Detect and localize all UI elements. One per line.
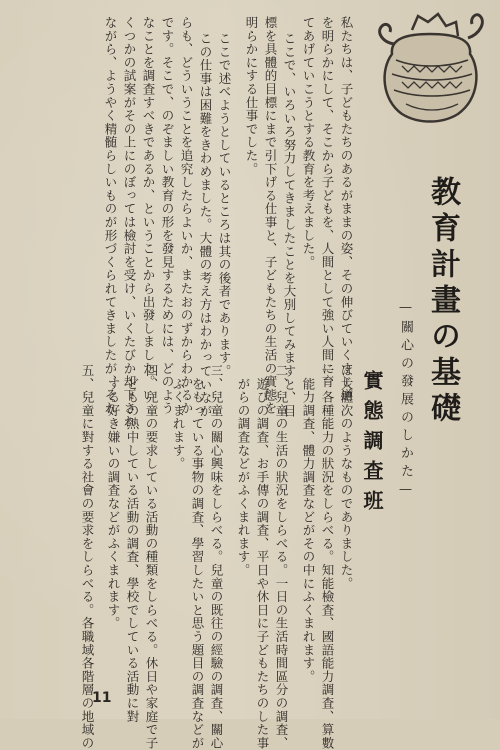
body-column: らも、どういうことを追究したらよいか、またおのずからわかるか: [179, 16, 194, 415]
body-column: です。そこで、のぞましい教育の形を發見するためには、どのよう: [160, 16, 175, 415]
body-column: ながら、ようやく精髄らしいものが形づくられてきましたが、それ: [103, 16, 118, 415]
article-title: 教育計畫の基礎: [425, 176, 460, 428]
body-column: この仕事は困難をきわめました。大體の考え方はわかっていなが: [198, 32, 213, 418]
list-item-continuation: 遊びの調査、お手傳の調査、平日や休日に子どもたちのした事: [255, 364, 270, 750]
list-item: 五、兒童に對する社會の要求をしらべる。各職域各階層の地域の: [80, 364, 95, 750]
body-column: くつかの試案がその上にのぼっては檢討を受け、いくたびか却下され: [122, 16, 137, 429]
list-item-continuation: がらの調査などがふくまれます。: [236, 364, 251, 577]
body-column: てあげていこうとする教育を考えました。: [301, 16, 316, 269]
list-item: 四、兒童の要求している活動の種類をしらべる。休日や家庭で子: [144, 364, 159, 750]
body-column: 標を具體的目標にまで引下げる仕事と、子どもたちの生活の實態を: [263, 16, 278, 415]
list-item-continuation: 能力調査、體力調査などがその中にふくまれます。: [301, 364, 316, 684]
body-column: なことを調査すべきであるか、ということから出發しました。い: [141, 16, 156, 402]
article-author: 實態調査班: [360, 370, 384, 520]
article-subtitle: —關心の發展のしかた—: [398, 300, 413, 502]
list-item-continuation: をもっている事物の調査、學習したいと思う題目の調査などが: [190, 364, 205, 750]
jar-illustration: [372, 8, 490, 130]
body-column: は大體次のようなものでありました。: [339, 364, 354, 591]
list-item: 三、兒童の關心興味をしらべる。兒童の既往の經驗の調査、關心: [209, 364, 224, 750]
page-number: 11: [92, 690, 112, 706]
list-item-continuation: ふくまれます。: [171, 364, 186, 471]
body-column: 明らかにする仕事でした。: [244, 16, 259, 176]
body-column: ここで、いろいろ努力してきましたことを大別してみますと、目: [282, 32, 297, 418]
list-item-continuation: どもの熱中している活動の調査、學校でしている活動に對: [125, 364, 140, 724]
body-column: ここで述べようとしているところは其の後者であります。: [217, 32, 232, 378]
list-item-continuation: する好き嫌いの調査などがふくまれます。: [106, 364, 121, 630]
body-column: 私たちは、子どもたちのあるがままの姿、その伸びていくすじ道: [339, 16, 354, 402]
body-column: を明らかにして、そこから子どもを、人間として強い人間に育: [320, 16, 335, 389]
list-item: 一、各種能力の狀況をしらべる。知能檢査、國語能力調査、算數: [320, 364, 335, 750]
list-item: 二、兒童の生活の狀況をしらべる。一日の生活時間區分の調査、: [274, 364, 289, 750]
